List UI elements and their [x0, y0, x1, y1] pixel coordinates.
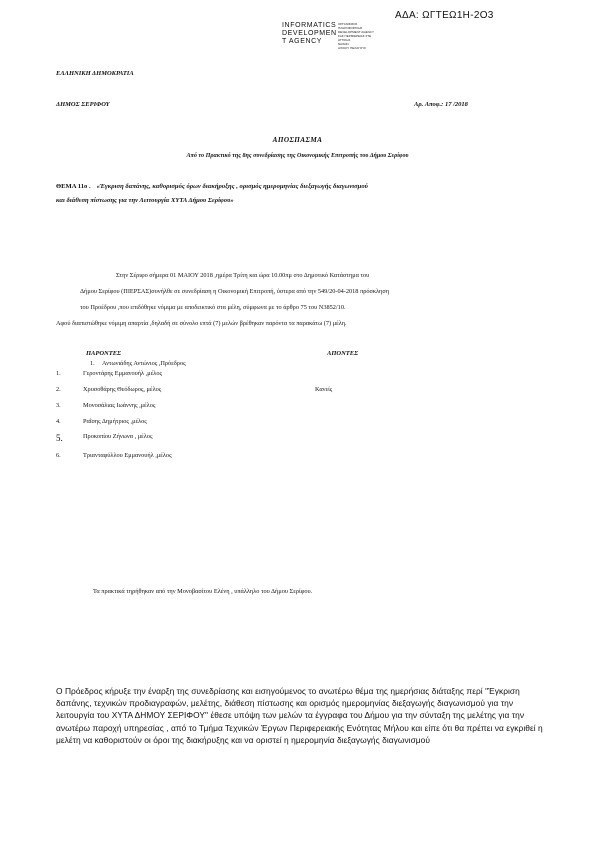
member-number: 2.	[56, 386, 61, 393]
member-name: Μονοσάλιας Ιωάννης ,μέλος	[83, 402, 156, 409]
logo-subtext	[338, 22, 374, 50]
subject-label: ΘΕΜΑ 11ο .	[56, 183, 91, 190]
logo-sub-line: ΠΛΗΡΟΦΟΡΙΚΗΣ	[338, 26, 363, 30]
present-member	[62, 360, 262, 370]
member-name: Τριανταφύλλου Εμμανουήλ ,μέλος	[83, 452, 172, 459]
present-member	[56, 433, 276, 445]
subject-line-2: και διάθεση πίστωσης για την Λειτουργία ΧΥΤΑ Δήμου Σερίφου»	[56, 197, 234, 204]
logo-sub-line: ΝΗΣΩΝ	[338, 42, 349, 46]
present-member	[56, 418, 276, 428]
member-number: 4.	[56, 418, 61, 425]
member-name: Ραΐσης Δημήτριος ,μέλος	[83, 418, 147, 425]
logo-sub-line: ΑΤΤΙΚΗΣ	[338, 38, 351, 42]
absent-members: Κανείς	[315, 386, 333, 393]
logo-sub-line: ΣΑΣ ΠΕΡΙΦΕΡΕΙΑΣ ΣΤΕ	[338, 34, 372, 38]
member-name: Γεροντάρης Εμμανουήλ ,μέλος	[83, 370, 162, 377]
chair-statement: Ο Πρόεδρος κήρυξε την έναρξη της συνεδρίασης και εισηγούμενος το ανωτέρω θέμα της ημερήσιας διάταξης περί "Έγκριση δαπάνης, τεχνικών προδιαγραφών, μελέτης, διάθεση πίστωσης και ορισμός ημερομηνίας διεξαγωγής διαγωνισμού για την λειτουργία του ΧΥΤΑ ΔΗΜΟΥ ΣΕΡΙΦΟΥ" έθεσε υπόψη των μελών τα έγγραφα του Δήμου για την σύνταξη της μελέτης για την ανωτέρω παροχή υπηρεσίας , από το Τμήμα Τεχνικών Έργων Περιφερειακής Ενότητας Μήλου και είπε ότι θα πρέπει να εγκριθεί η μελέτη να καθοριστούν οι όροι της διακήρυξης και να οριστεί η ημερομηνία διεξαγωγής διαγωνισμού	[56, 686, 543, 745]
member-name: Χρυσοθάρης Θεόδωρος, μέλος	[83, 386, 162, 393]
logo-line: INFORMATICS	[282, 22, 337, 29]
member-number: 6.	[56, 452, 61, 459]
logo-line: DEVELOPMEN	[282, 30, 337, 37]
subject-text-1: «Έγκριση δαπάνης, καθορισμός όρων διακήρυξης , ορισμός ημερομηνίας διεξαγωγής διαγωνισμού	[96, 183, 368, 190]
logo-sub-line: ΑΙΓΑΙΟΥ ΠΕΛΑΓΟΥΣ	[338, 46, 366, 50]
ada-code: ΑΔΑ: ΩΓΤΕΩ1Η-2Ο3	[395, 10, 494, 21]
logo-sub-line: DEVELOPMENT AGENCY	[338, 30, 374, 34]
member-name: Αντωνιάδης Αντώνιος ,Πρόεδρος	[102, 360, 186, 367]
intro-line-2: Δήμου Σερίφου (ΠΙΕΡΣΑΣ)συνήλθε σε συνεδρίαση η Οικονομική Επιτροπή, ύστερα από την 549/20-04-2018 πρόσκληση	[80, 288, 390, 295]
state-heading: ΕΛΛΗΝΙΚΗ ΔΗΜΟΚΡΑΤΙΑ	[56, 70, 134, 77]
logo-line: T AGENCY	[282, 38, 323, 45]
present-member	[56, 402, 276, 412]
document-title: ΑΠΟΣΠΑΣΜΑ	[272, 136, 323, 144]
member-number: 5.	[56, 433, 63, 443]
document-subtitle: Από το Πρακτικό της 8ης συνεδρίασης της Οικονομικής Επιτροπής του Δήμου Σερίφου	[186, 153, 409, 159]
intro-line-3: του Προέδρου ,που επιδόθηκε νόμιμα με αποδεικτικό στα μέλη, σύμφωνα με το άρθρο 75 του Ν3852/10.	[80, 304, 346, 311]
present-member	[56, 452, 276, 462]
present-member	[56, 386, 276, 396]
absent-header: ΑΠΟΝΤΕΣ	[327, 350, 359, 357]
logo-sub-line: ΟΡΓΑΝΙΣΜΟΣ	[338, 22, 358, 26]
minutes-secretary: Τα πρακτικά τηρήθηκαν από την Μονοβασίτου Ελένη , υπάλληλο του Δήμου Σερίφου.	[93, 588, 313, 595]
member-number: 3.	[56, 402, 61, 409]
present-header: ΠΑΡΟΝΤΕΣ	[86, 350, 122, 357]
subject-line-1	[56, 183, 368, 190]
intro-line-1: Στην Σέριφο σήμερα 01 ΜΑΙΟΥ 2018 ,ημέρα Τρίτη και ώρα 10.00πμ στο Δημοτικό Κατάστημα του	[116, 272, 370, 279]
member-number: 1.	[90, 360, 95, 367]
member-number: 1.	[56, 370, 61, 377]
intro-line-4: Αφού διαπιστώθηκε νόμιμη απαρτία ,δηλαδή σε σύνολο επτά (7) μελών βρέθηκαν παρόντα τα παρακάτω (7) μέλη.	[56, 320, 347, 327]
decision-number: Αρ. Αποφ.: 17 /2018	[414, 101, 468, 108]
logo-text	[282, 22, 337, 46]
member-name: Προκοπίου Ζήνωνα , μέλος	[83, 433, 153, 440]
municipality-heading: ΔΗΜΟΣ ΣΕΡΙΦΟΥ	[56, 101, 110, 108]
present-member	[56, 370, 276, 380]
